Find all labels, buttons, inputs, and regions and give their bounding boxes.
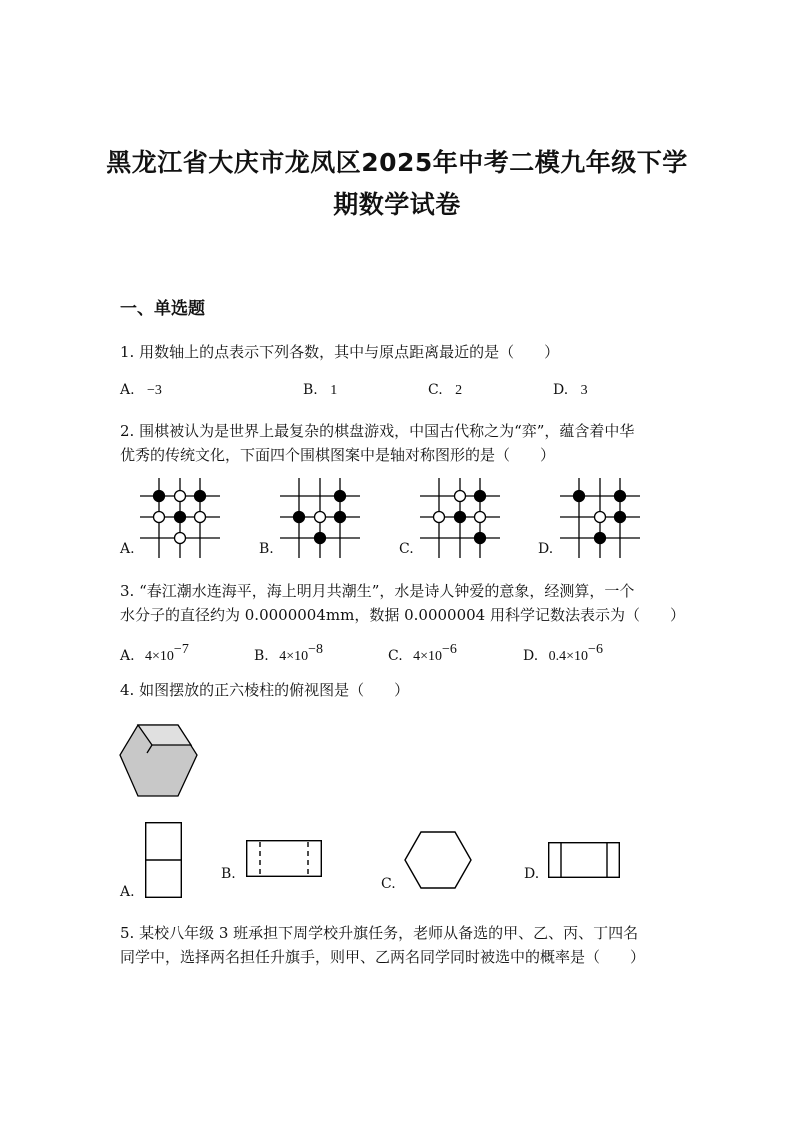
q3-option-d: [523, 642, 603, 665]
question-1-stem: 1. 用数轴上的点表示下列各数，其中与原点距离最近的是（ ）: [120, 343, 560, 361]
q3-option-a-base: 4×10: [145, 649, 174, 664]
q1-option-c: [428, 382, 462, 399]
q4-option-d-figure: [548, 842, 620, 878]
go-board-d: [560, 478, 640, 558]
q3-option-a: [120, 642, 189, 665]
question-5-stem-line2: 同学中，选择两名担任升旗手，则甲、乙两名同学同时被选中的概率是（ ）: [120, 948, 646, 966]
q4-option-a-label: A.: [120, 884, 135, 900]
page-title-line1: 黑龙江省大庆市龙凤区2025年中考二模九年级下学: [106, 148, 688, 177]
question-4-stem: 4. 如图摆放的正六棱柱的俯视图是（ ）: [120, 681, 410, 699]
q3-option-b-label: B.: [254, 648, 269, 664]
q1-option-b: [303, 382, 337, 399]
q1-option-c-label: C.: [428, 382, 443, 398]
q1-option-d: [553, 382, 588, 399]
q3-option-d-label: D.: [523, 648, 539, 664]
q1-option-a: [120, 382, 162, 399]
question-3-stem-line1: 3. “春江潮水连海平，海上明月共潮生”，水是诗人钟爱的意象，经测算，一个: [120, 582, 635, 600]
q1-option-c-value: 2: [455, 383, 463, 398]
q1-option-a-value: −3: [147, 383, 162, 398]
q1-option-d-label: D.: [553, 382, 569, 398]
q3-option-a-label: A.: [120, 648, 135, 664]
go-board-b: [280, 478, 360, 558]
go-board-a: [140, 478, 220, 558]
q2-option-a-label: A.: [120, 541, 135, 557]
q3-option-c-label: C.: [388, 648, 403, 664]
q2-option-c-label: C.: [399, 541, 414, 557]
go-board-c: [420, 478, 500, 558]
q1-option-d-value: 3: [580, 383, 588, 398]
question-2-stem-line1: 2. 围棋被认为是世界上最复杂的棋盘游戏，中国古代称之为“弈”，蕴含着中华: [120, 422, 635, 440]
question-3-stem-line2: 水分子的直径约为 0.0000004mm，数据 0.0000004 用科学记数法表示为（ ）: [120, 606, 685, 624]
q4-option-a-figure: [145, 822, 182, 898]
q1-option-b-value: 1: [330, 383, 338, 398]
q3-option-a-exp: −7: [173, 642, 189, 657]
question-2-stem-line2: 优秀的传统文化，下面四个围棋图案中是轴对称图形的是（ ）: [120, 446, 556, 464]
hexagonal-prism-figure: [119, 720, 199, 798]
q2-option-b-label: B.: [259, 541, 274, 557]
q4-option-b-label: B.: [221, 866, 236, 882]
q3-option-c: [388, 642, 457, 665]
page-title-line2: 期数学试卷: [333, 190, 461, 219]
q3-option-b-exp: −8: [308, 642, 324, 657]
q4-option-b-figure: [246, 840, 322, 877]
section-heading: 一、单选题: [120, 299, 205, 319]
q3-option-b-base: 4×10: [279, 649, 309, 664]
q2-option-d-label: D.: [538, 541, 554, 557]
q1-option-a-label: A.: [120, 382, 135, 398]
q3-option-d-exp: −6: [588, 642, 603, 657]
q3-option-b: [254, 642, 323, 665]
q3-option-d-base: 0.4×10: [548, 649, 589, 664]
q3-option-c-base: 4×10: [413, 649, 443, 664]
q4-option-c-figure: [404, 831, 472, 889]
q4-option-c-label: C.: [381, 876, 396, 892]
q1-option-b-label: B.: [303, 382, 318, 398]
question-5-stem-line1: 5. 某校八年级 3 班承担下周学校升旗任务，老师从备选的甲、乙、丙、丁四名: [120, 924, 639, 942]
q3-option-c-exp: −6: [442, 642, 457, 657]
q4-option-d-label: D.: [524, 866, 540, 882]
